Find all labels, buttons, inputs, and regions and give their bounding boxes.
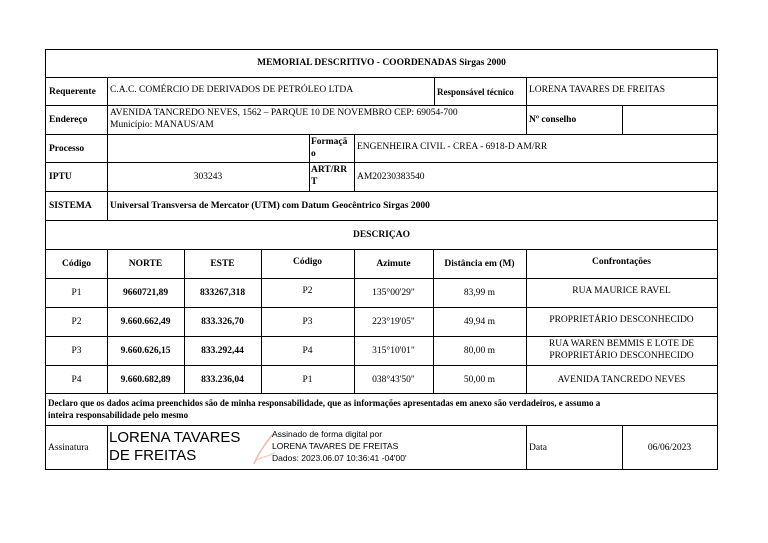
row-distancia: 50,00 m (463, 375, 496, 385)
document-title: MEMORIAL DESCRITIVO - COORDENADAS Sirgas 2000 (257, 58, 506, 68)
table-row (46, 366, 717, 394)
row-codigo: P3 (71, 346, 82, 356)
memorial-table (45, 49, 718, 470)
iptu-label: IPTU (49, 172, 72, 182)
row-confrontacao: AVENIDA TANCREDO NEVES (557, 375, 686, 385)
iptu-row (46, 163, 717, 192)
table-row (46, 337, 717, 366)
digital-signature-line3: Dados: 2023.06.07 10:36:41 -04'00' (272, 453, 407, 463)
data-label: Data (529, 443, 547, 453)
header-distancia: Distância em (M) (444, 259, 515, 269)
row-norte: 9.660.662,49 (120, 317, 171, 327)
assinatura-row (46, 426, 717, 469)
row-distancia: 80,00 m (463, 346, 496, 356)
header-confrontacoes: Confrontações (592, 257, 651, 267)
row-este: 833.236,04 (201, 375, 244, 385)
header-este: ESTE (210, 259, 235, 269)
header-norte: NORTE (128, 259, 163, 269)
row-codigo-destino: P3 (302, 317, 313, 327)
row-este: 833267,318 (199, 288, 246, 298)
row-azimute: 223°19'05" (372, 317, 415, 327)
responsavel-value: LORENA TAVARES DE FREITAS (529, 85, 665, 95)
processo-label: Processo (49, 144, 85, 154)
row-este: 833.326,70 (201, 317, 244, 327)
row-confrontacao: PROPRIETÁRIO DESCONHECIDO (549, 315, 694, 325)
endereco-line2: Município: MANAUS/AM (110, 120, 214, 130)
row-distancia: 83,99 m (463, 288, 496, 298)
formacao-label-line1: Formaçã (311, 137, 348, 147)
row-norte: 9.660.626,15 (120, 346, 171, 356)
table-row (46, 308, 717, 337)
declaracao-line2: inteira responsabilidade pelo mesmo (48, 410, 189, 420)
processo-row (46, 135, 717, 163)
declaracao-line1: Declaro que os dados acima preenchidos são de minha responsabilidade, que as informações apresentadas em anexo são verdadeiros, e assumo a (48, 398, 601, 408)
digital-signature-line1: Assinado de forma digital por (272, 429, 383, 439)
row-codigo-destino: P4 (302, 346, 313, 356)
sistema-row (46, 192, 717, 221)
row-confrontacao: RUA WAREN BEMMIS E LOTE DE (548, 339, 695, 349)
row-norte: 9660721,89 (122, 288, 169, 298)
art-label-line2: T (311, 177, 318, 187)
table-header-row (46, 250, 717, 279)
row-norte: 9.660.682,89 (120, 375, 171, 385)
iptu-value: 303243 (193, 172, 223, 182)
header-azimute: Azimute (376, 259, 411, 269)
row-codigo: P1 (71, 288, 82, 298)
row-este: 833.292,44 (201, 346, 244, 356)
requerente-value: C.A.C. COMÉRCIO DE DERIVADOS DE PETRÓLEO LTDA (110, 85, 354, 95)
digital-signature-line2: LORENA TAVARES DE FREITAS (272, 441, 399, 451)
signature-name: LORENA TAVARES DE FREITAS (109, 429, 241, 464)
formacao-value: ENGENHEIRA CIVIL - CREA - 6918-D AM/RR (357, 142, 548, 152)
row-codigo: P2 (71, 317, 82, 327)
sistema-value: Universal Transversa de Mercator (UTM) com Datum Geocêntrico Sirgas 2000 (110, 201, 430, 211)
responsavel-label: Responsável técnico (437, 87, 514, 97)
sistema-label: SISTEMA (49, 201, 92, 211)
row-distancia: 49,94 m (463, 317, 496, 327)
assinatura-label: Assinatura (48, 443, 89, 453)
table-row (46, 279, 717, 308)
declaracao-row (46, 394, 717, 426)
title-row (46, 50, 717, 78)
conselho-label: Nº conselho (529, 115, 577, 125)
requerente-label: Requerente (49, 87, 96, 97)
descricao-heading: DESCRIÇAO (352, 230, 410, 240)
row-azimute: 135°00'29" (372, 288, 415, 298)
row-azimute: 315°10'01" (372, 346, 415, 356)
row-codigo: P4 (71, 375, 82, 385)
descricao-row (46, 221, 717, 250)
endereco-line1: AVENIDA TANCREDO NEVES, 1562 – PARQUE 10 DE NOVEMBRO CEP: 69054-700 (110, 108, 458, 118)
header-codigo: Código (61, 259, 92, 269)
row-confrontacao-line2: PROPRIETÁRIO DESCONHECIDO (549, 351, 694, 361)
endereco-label: Endereço (49, 115, 88, 125)
row-confrontacao: RUA MAURICE RAVEL (572, 286, 671, 296)
row-codigo-destino: P2 (302, 286, 313, 296)
row-azimute: 038°43'50" (372, 375, 415, 385)
art-label-line1: ART/RR (311, 165, 348, 175)
row-codigo-destino: P1 (302, 375, 313, 385)
header-codigo-destino: Código (292, 257, 323, 267)
art-value: AM20230383540 (357, 172, 425, 182)
formacao-label-line2: o (311, 149, 316, 159)
requerente-row (46, 78, 717, 106)
data-value: 06/06/2023 (647, 443, 692, 453)
endereco-row (46, 106, 717, 135)
